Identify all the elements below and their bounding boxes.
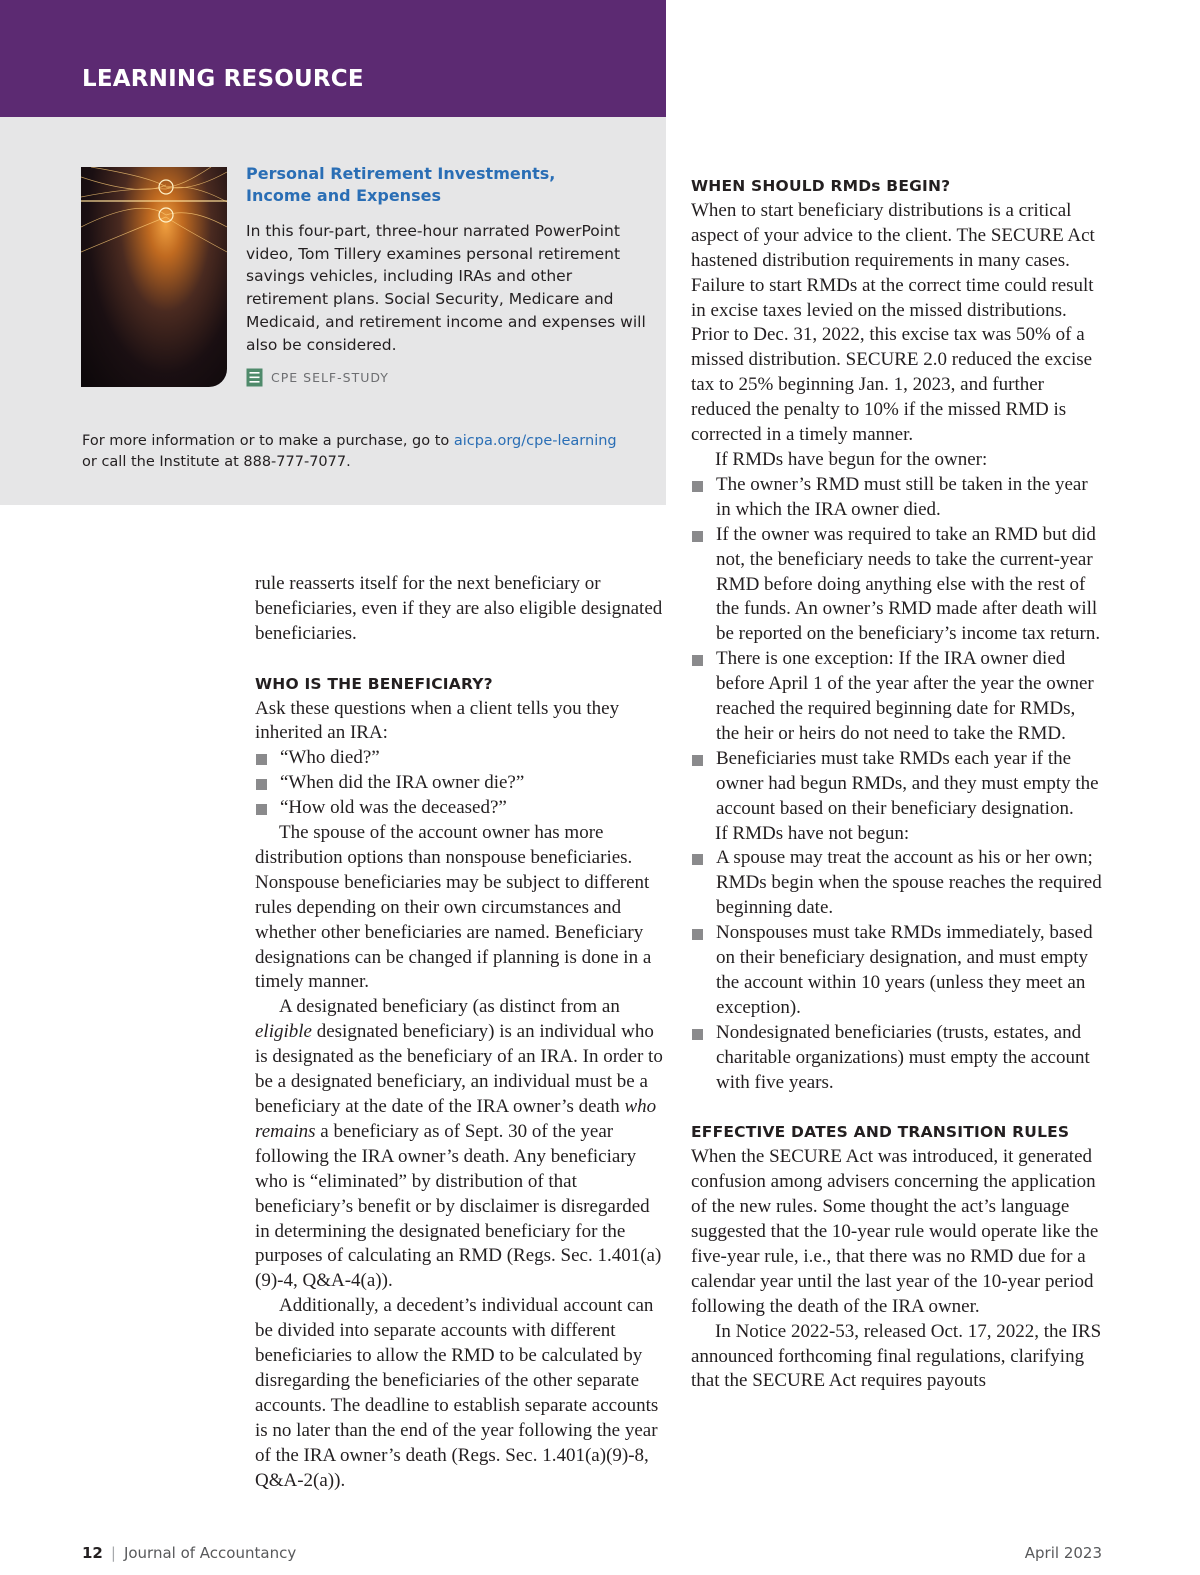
questions-list (255, 746, 667, 821)
continued-paragraph: rule reasserts itself for the next beneficiary or beneficiaries, even if they are also eligible designated beneficiaries. (255, 573, 663, 644)
secure-act-confusion-paragraph: When the SECURE Act was introduced, it generated confusion among advisers concerning the application of the new rules. Some thought the act’s language suggested that the 10-year rule would operate like the five-year rule, i.e., that there was no RMD due for a calendar year until the last year of the 10-year period following the death of the IRA owner. (691, 1146, 1099, 1317)
bullet-square-icon (256, 804, 267, 815)
bullet-square-icon (692, 854, 703, 865)
rmds-not-begun-lead: If RMDs have not begun: (715, 822, 910, 844)
right-text-column (691, 174, 1103, 1394)
aicpa-link[interactable]: aicpa.org/cpe-learning (453, 433, 617, 449)
bullet-square-icon (692, 929, 703, 940)
more-info-suffix: or call the Institute at 888-777-7077. (82, 454, 351, 470)
list-item: If the owner was required to take an RMD but did not, the beneficiary needs to take the current-year RMD before doing anything else with the rest of the funds. An owner’s RMD made after death will be reported on the beneficiary’s income tax return. (691, 523, 1103, 648)
spouse-options-paragraph: The spouse of the account owner has more distribution options than nonspouse beneficiaries. Nonspouse beneficiaries may be subject to different rules depending on their own circumstances and whether other beneficiaries are named. Beneficiary designations can be changed if planning is done in a timely manner. (255, 822, 652, 993)
course-title[interactable]: Personal Retirement Investments, Income and Expenses (246, 164, 556, 205)
course-thumbnail-image (81, 167, 227, 387)
list-item: Nonspouses must take RMDs immediately, based on their beneficiary designation, and must empty the account within 10 years (unless they meet an exception). (691, 921, 1103, 1021)
cpe-format-badge (246, 368, 389, 387)
section-heading-effective-dates: EFFECTIVE DATES AND TRANSITION RULES (691, 1123, 1070, 1142)
learning-resource-panel (0, 117, 666, 505)
list-item: Beneficiaries must take RMDs each year if the owner had begun RMDs, and they must empty the account based on their beneficiary designation. (691, 747, 1103, 822)
questions-lead: Ask these questions when a client tells you they inherited an IRA: (255, 697, 620, 744)
section-heading-who-is-beneficiary: WHO IS THE BENEFICIARY? (255, 674, 493, 693)
page-number: 12 (82, 1544, 103, 1562)
list-item: There is one exception: If the IRA owner died before April 1 of the year after the year the owner reached the required beginning date for RMDs, the heir or heirs do not need to take the RMD. (691, 647, 1103, 747)
separate-accounts-paragraph: Additionally, a decedent’s individual account can be divided into separate accounts with different beneficiaries to allow the RMD to be calculated by disregarding the beneficiaries of the other separate accounts. The deadline to establish separate accounts is no later than the end of the year following the year of the IRA owner’s death (Regs. Sec. 1.401(a)(9)-8, Q&A-2(a)). (255, 1295, 659, 1491)
rmds-begun-list (691, 473, 1103, 822)
list-item: The owner’s RMD must still be taken in the year in which the IRA owner died. (691, 473, 1103, 523)
list-item: “Who died?” (255, 746, 667, 771)
document-lines-icon (246, 368, 263, 387)
rmds-not-begun-list (691, 846, 1103, 1095)
rmds-begun-lead: If RMDs have begun for the owner: (715, 448, 988, 470)
bullet-square-icon (692, 1029, 703, 1040)
rmd-timing-paragraph: When to start beneficiary distributions is a critical aspect of your advice to the client. The SECURE Act hastened distribution requirements in many cases. Failure to start RMDs at the correct time could result in excise taxes levied on the missed distributions. Prior to Dec. 31, 2022, this excise tax was 50% of a missed distribution. SECURE 2.0 reduced the excise tax to 25% beginning Jan. 1, 2023, and further reduced the penalty to 10% if the missed RMD is corrected in a timely manner. (691, 199, 1095, 446)
list-item: “When did the IRA owner die?” (255, 771, 667, 796)
cpe-self-study-label: CPE SELF-STUDY (271, 370, 389, 385)
light-painting-image (81, 167, 227, 387)
designated-beneficiary-paragraph: A designated beneficiary (as distinct from an eligible designated beneficiary) is an individual who is designated as the beneficiary of an IRA. In order to be a designated beneficiary, an individual must be a beneficiary at the date of the IRA owner’s death who remains a beneficiary as of Sept. 30 of the year following the IRA owner’s death. Any beneficiary who is “eliminated” by distribution of that beneficiary’s benefit or by disclaimer is disregarded in determining the designated beneficiary for the purposes of calculating an RMD (Regs. Sec. 1.401(a)(9)-4, Q&A-4(a)). (255, 996, 663, 1292)
left-text-column (255, 572, 667, 1494)
issue-date: April 2023 (1024, 1544, 1102, 1562)
bullet-square-icon (692, 481, 703, 492)
banner-title: LEARNING RESOURCE (82, 66, 364, 92)
bullet-square-icon (692, 531, 703, 542)
footer-separator: | (110, 1544, 116, 1562)
footer-folio (82, 1544, 296, 1562)
more-info-text (82, 431, 642, 473)
list-item: Nondesignated beneficiaries (trusts, estates, and charitable organizations) must empty the account with five years. (691, 1021, 1103, 1096)
learning-resource-banner (0, 0, 666, 117)
bullet-square-icon (692, 655, 703, 666)
more-info-prefix: For more information or to make a purchase, go to (82, 433, 454, 449)
list-item: A spouse may treat the account as his or her own; RMDs begin when the spouse reaches the required beginning date. (691, 846, 1103, 921)
notice-2022-53-paragraph: In Notice 2022-53, released Oct. 17, 2022, the IRS announced forthcoming final regulations, clarifying that the SECURE Act requires payouts (691, 1320, 1102, 1392)
bullet-square-icon (692, 755, 703, 766)
bullet-square-icon (256, 779, 267, 790)
list-item: “How old was the deceased?” (255, 796, 667, 821)
publication-name: Journal of Accountancy (123, 1544, 297, 1562)
section-heading-when-rmds-begin: WHEN SHOULD RMDs BEGIN? (691, 177, 951, 195)
course-description: In this four-part, three-hour narrated PowerPoint video, Tom Tillery examines personal retirement savings vehicles, including IRAs and other retirement plans. Social Security, Medicare and Medicaid, and retirement income and expenses will also be considered. (246, 222, 646, 354)
bullet-square-icon (256, 754, 267, 765)
